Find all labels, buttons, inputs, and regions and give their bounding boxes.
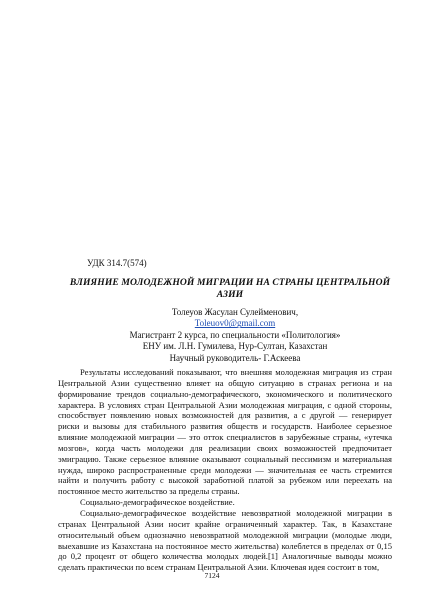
author-email-link[interactable]: Toleuov0@gmail.com — [194, 318, 276, 329]
supervisor: Научный руководитель- Г.Аскеева — [169, 352, 301, 363]
udk-code: УДК 314.7(574) — [87, 258, 147, 268]
author-university: ЕНУ им. Л.Н. Гумилева, Нур-Султан, Казахстан — [142, 341, 328, 352]
article-title-line-1: ВЛИЯНИЕ МОЛОДЕЖНОЙ МИГРАЦИИ НА СТРАНЫ ЦЕНТРАЛЬНОЙ — [69, 277, 391, 288]
page-number: 7124 — [204, 571, 220, 580]
author-name: Толеуов Жасулан Сулейменович, — [171, 307, 299, 317]
body-paragraph-1: Результаты исследований показывают, что внешняя молодежная миграция из стран Центральной Азии существенно влияет на общую ситуацию в странах региона и на формирование трендов социально-демографического, экономического и политического характера. В условиях стран Центральной Азии молодежная миграция, с одной стороны, способствует появлению новых возможностей для развития, а с другой — генерирует риски и вызовы для стабильного развития обществ и государств. Наиболее серьезное влияние молодежной миграции — это отток специалистов в зарубежные страны, «утечка мозгов», когда часть молодежи для реализации своих возможностей предпочитает эмиграцию. Также серьезное влияние оказывают социальный пессимизм и материальная нужда, широко распространенные среди молодежи — значительная ее часть стремится найти и получить работу с высокой заработной платой за рубежом или переехать на постоянное место жительство за пределы страны. — [58, 367, 392, 497]
article-title-line-2: АЗИИ — [216, 289, 244, 300]
article-body — [58, 367, 392, 573]
section-subheading: Социально-демографическое воздействие. — [80, 497, 235, 508]
author-position: Магистрант 2 курса, по специальности «Политология» — [129, 329, 341, 340]
author-block — [100, 307, 370, 364]
article-title — [60, 277, 400, 301]
body-paragraph-2: Социально-демографическое воздействие невозвратной молодежной миграции в странах Центральной Азии носит крайне ограниченный характер. Так, в Казахстане относительный объем однозначно невозвратной молодежной миграции (молодые люди, выехавшие из Казахстана на постоянное место жительства) колеблется в пределах от 0,15 до 0,2 процент от общего количества молодых людей.[1] Аналогичные выводы можно сделать практически по всем странам Центральной Азии. Ключевая идея состоит в том, — [58, 507, 392, 573]
